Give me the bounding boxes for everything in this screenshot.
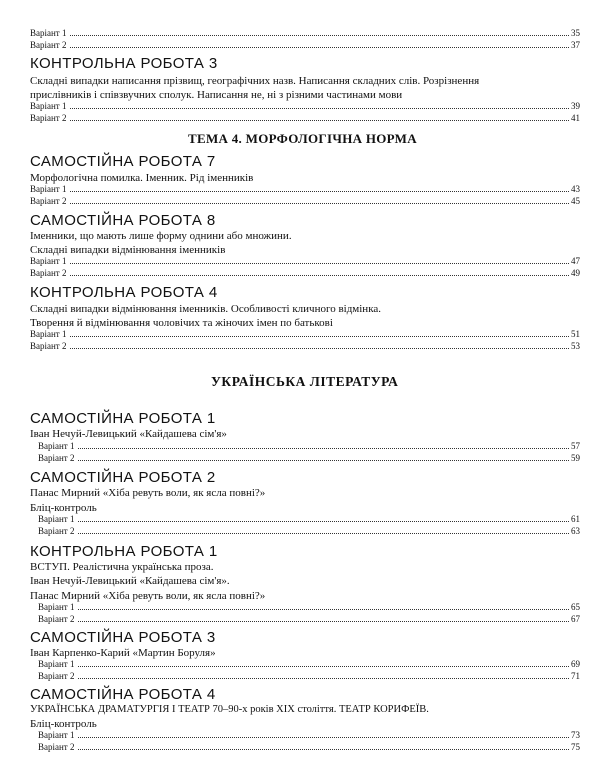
page-number: 53 (571, 341, 580, 351)
page-number: 69 (571, 659, 580, 669)
toc-row[interactable] (30, 329, 580, 339)
page-number: 61 (571, 514, 580, 524)
dot-leader (70, 41, 570, 48)
section-description: Іван Нечуй-Левицький «Кайдашева сім'я» (30, 428, 227, 440)
page-number: 59 (571, 453, 580, 463)
variant-label: Варіант 1 (38, 514, 75, 524)
page-number: 57 (571, 441, 580, 451)
page-number: 73 (571, 730, 580, 740)
toc-row[interactable] (38, 514, 580, 524)
section-description: Бліц-контроль (30, 718, 97, 730)
dot-leader (78, 527, 570, 534)
variant-label: Варіант 2 (38, 453, 75, 463)
page-number: 51 (571, 329, 580, 339)
toc-row[interactable] (38, 453, 580, 463)
toc-row[interactable] (38, 742, 580, 752)
variant-label: Варіант 2 (30, 196, 67, 206)
page-number: 71 (571, 671, 580, 681)
dot-leader (78, 442, 570, 449)
section-description: Складні випадки відмінювання іменників. Особливості кличного відмінка. (30, 303, 382, 315)
variant-label: Варіант 2 (30, 268, 67, 278)
toc-row[interactable] (38, 602, 580, 612)
theme-heading: ТЕМА 4. МОРФОЛОГІЧНА НОРМА (188, 131, 417, 146)
page-number: 43 (571, 184, 580, 194)
dot-leader (78, 743, 570, 750)
toc-row[interactable] (30, 113, 580, 123)
dot-leader (78, 603, 570, 610)
variant-label: Варіант 2 (30, 113, 67, 123)
section-heading: САМОСТІЙНА РОБОТА 4 (30, 686, 216, 703)
section-heading: САМОСТІЙНА РОБОТА 2 (30, 469, 216, 486)
variant-label: Варіант 2 (30, 341, 67, 351)
section-heading: КОНТРОЛЬНА РОБОТА 4 (30, 284, 218, 301)
toc-row[interactable] (38, 659, 580, 669)
section-description: Бліц-контроль (30, 502, 97, 514)
variant-label: Варіант 1 (30, 28, 67, 38)
section-description: Іван Карпенко-Карий «Мартин Боруля» (30, 647, 216, 659)
toc-row[interactable] (38, 441, 580, 451)
dot-leader (78, 731, 570, 738)
page-number: 47 (571, 256, 580, 266)
dot-leader (78, 660, 570, 667)
dot-leader (70, 330, 570, 337)
variant-label: Варіант 1 (30, 256, 67, 266)
dot-leader (78, 672, 570, 679)
toc-row[interactable] (30, 341, 580, 351)
variant-label: Варіант 2 (38, 742, 75, 752)
section-description: Складні випадки написання прізвищ, географічних назв. Написання складних слів. Розрізнення (30, 75, 480, 87)
variant-label: Варіант 2 (38, 671, 75, 681)
variant-label: Варіант 1 (30, 101, 67, 111)
toc-row[interactable] (30, 40, 580, 50)
page-number: 65 (571, 602, 580, 612)
variant-label: Варіант 1 (30, 329, 67, 339)
section-heading: КОНТРОЛЬНА РОБОТА 1 (30, 543, 218, 560)
page-number: 39 (571, 101, 580, 111)
page-number: 49 (571, 268, 580, 278)
toc-row[interactable] (38, 671, 580, 681)
dot-leader (70, 342, 570, 349)
section-description: Іван Нечуй-Левицький «Кайдашева сім'я». (30, 575, 230, 587)
page-number: 63 (571, 526, 580, 536)
section-description: Складні випадки відмінювання іменників (30, 244, 226, 256)
toc-row[interactable] (38, 526, 580, 536)
toc-row[interactable] (30, 101, 580, 111)
toc-row[interactable] (30, 268, 580, 278)
toc-row[interactable] (30, 28, 580, 38)
section-heading: САМОСТІЙНА РОБОТА 3 (30, 629, 216, 646)
variant-label: Варіант 1 (38, 730, 75, 740)
page-number: 41 (571, 113, 580, 123)
dot-leader (70, 269, 570, 276)
section-description: Іменники, що мають лише форму однини або множини. (30, 230, 292, 242)
variant-label: Варіант 1 (38, 659, 75, 669)
dot-leader (70, 257, 570, 264)
section-description: Панас Мирний «Хіба ревуть воли, як ясла повні?» (30, 487, 266, 499)
dot-leader (70, 29, 570, 36)
part-heading: УКРАЇНСЬКА ЛІТЕРАТУРА (211, 374, 399, 389)
variant-label: Варіант 1 (38, 441, 75, 451)
variant-label: Варіант 1 (30, 184, 67, 194)
variant-label: Варіант 2 (38, 526, 75, 536)
section-heading: САМОСТІЙНА РОБОТА 8 (30, 212, 216, 229)
section-description: УКРАЇНСЬКА ДРАМАТУРГІЯ І ТЕАТР 70–90-х років XIX століття. ТЕАТР КОРИФЕЇВ. (30, 704, 429, 715)
section-description: Морфологічна помилка. Іменник. Рід іменників (30, 172, 254, 184)
page-number: 75 (571, 742, 580, 752)
toc-row[interactable] (38, 614, 580, 624)
section-description: Панас Мирний «Хіба ревуть воли, як ясла повні?» (30, 590, 266, 602)
page-number: 45 (571, 196, 580, 206)
page-number: 37 (571, 40, 580, 50)
variant-label: Варіант 1 (38, 602, 75, 612)
dot-leader (70, 114, 570, 121)
dot-leader (70, 197, 570, 204)
section-description: ВСТУП. Реалістична українська проза. (30, 561, 214, 573)
section-heading: САМОСТІЙНА РОБОТА 7 (30, 153, 216, 170)
dot-leader (78, 515, 570, 522)
dot-leader (78, 615, 570, 622)
variant-label: Варіант 2 (30, 40, 67, 50)
section-heading: САМОСТІЙНА РОБОТА 1 (30, 410, 216, 427)
variant-label: Варіант 2 (38, 614, 75, 624)
dot-leader (70, 185, 570, 192)
toc-row[interactable] (30, 256, 580, 266)
toc-row[interactable] (30, 196, 580, 206)
toc-row[interactable] (38, 730, 580, 740)
toc-row[interactable] (30, 184, 580, 194)
page-number: 35 (571, 28, 580, 38)
page-number: 67 (571, 614, 580, 624)
dot-leader (70, 102, 570, 109)
section-heading: КОНТРОЛЬНА РОБОТА 3 (30, 55, 218, 72)
section-description: прислівників і співзвучних сполук. Написання не, ні з різними частинами мови (30, 89, 403, 101)
dot-leader (78, 454, 570, 461)
section-description: Творення й відмінювання чоловічих та жіночих імен по батькові (30, 317, 333, 329)
